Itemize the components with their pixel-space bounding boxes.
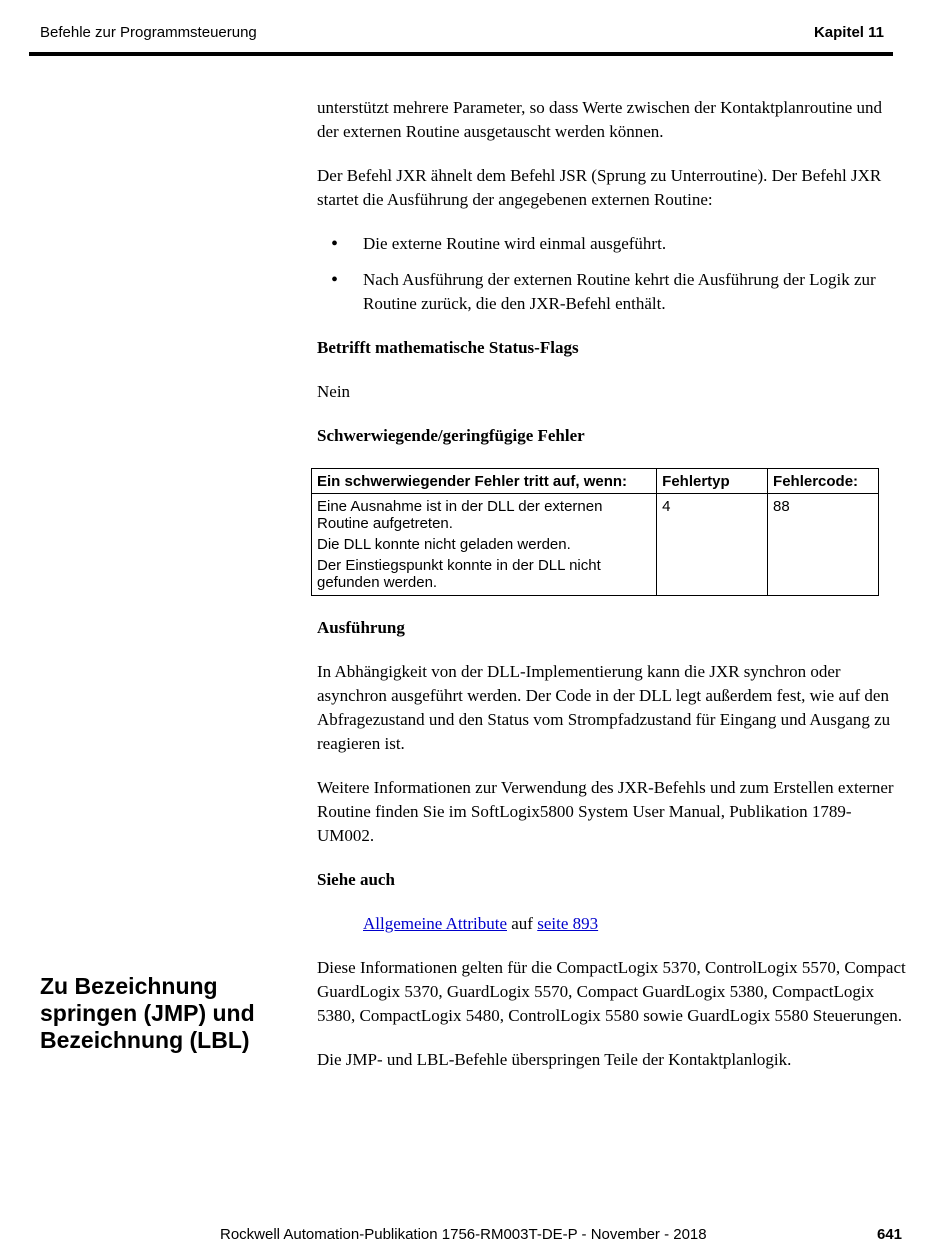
fault-conditions-cell — [312, 494, 657, 596]
list-item: • Die externe Routine wird einmal ausgeführt. — [317, 232, 907, 256]
fault-condition: Eine Ausnahme ist in der DLL der externen Routine aufgetreten. — [317, 498, 603, 532]
paragraph-more-info: Weitere Informationen zur Verwendung des JXR-Befehls und zum Erstellen externer Routine finden Sie im SoftLogix5800 System User Manual, Publikation 1789-UM002. — [317, 778, 894, 845]
link-page-893[interactable]: seite 893 — [537, 914, 599, 933]
see-also-connector: auf — [507, 914, 538, 933]
bullet-list — [317, 232, 907, 316]
column-header-fault-code: Fehlercode: — [768, 469, 879, 494]
table-row — [312, 494, 879, 596]
list-item: • Nach Ausführung der externen Routine kehrt die Ausführung der Logik zur Routine zurück, die den JXR-Befehl enthält. — [317, 268, 907, 316]
heading-execution: Ausführung — [317, 618, 405, 637]
fault-code-cell: 88 — [768, 494, 879, 596]
heading-status-flags: Betrifft mathematische Status-Flags — [317, 338, 579, 357]
fault-type-cell: 4 — [657, 494, 768, 596]
heading-faults: Schwerwiegende/geringfügige Fehler — [317, 426, 585, 445]
fault-condition: Die DLL konnte nicht geladen werden. — [317, 536, 571, 553]
heading-see-also: Siehe auch — [317, 870, 395, 889]
fault-condition: Der Einstiegspunkt konnte in der DLL nicht gefunden werden. — [317, 557, 601, 591]
main-content — [317, 96, 907, 1092]
page-number: 641 — [876, 1226, 902, 1243]
column-header-fault-type: Fehlertyp — [657, 469, 768, 494]
chapter-label: Kapitel 11 — [813, 24, 884, 41]
status-flags-value: Nein — [317, 382, 351, 401]
header-rule — [29, 52, 893, 56]
paragraph-parameters: unterstützt mehrere Parameter, so dass Werte zwischen der Kontaktplanroutine und der externen Routine ausgetauscht werden können. — [317, 98, 883, 141]
see-also-line — [317, 912, 907, 936]
column-header-condition: Ein schwerwiegender Fehler tritt auf, wenn: — [312, 469, 657, 494]
paragraph-jmp-lbl-intro: Die JMP- und LBL-Befehle überspringen Teile der Kontaktplanlogik. — [317, 1050, 792, 1069]
link-general-attributes[interactable]: Allgemeine Attribute — [363, 914, 507, 933]
running-header-title: Befehle zur Programmsteuerung — [40, 24, 257, 41]
paragraph-applies-to: Diese Informationen gelten für die CompactLogix 5370, ControlLogix 5570, Compact GuardLogix 5370, GuardLogix 5570, Compact GuardLogix 5380, CompactLogix 5380, CompactLogix 5480, ControlLogix 5580 sowie GuardLogix 5580 Steuerungen. — [317, 958, 906, 1025]
section-heading-jmp-lbl: Zu Bezeichnung springen (JMP) und Bezeichnung (LBL) — [40, 973, 255, 1053]
paragraph-execution: In Abhängigkeit von der DLL-Implementierung kann die JXR synchron oder asynchron ausgeführt werden. Der Code in der DLL legt außerdem fest, wie auf den Abfragezustand und den Status vom Strompfadzustand für Eingang und Ausgang zu reagieren ist. — [317, 662, 891, 753]
paragraph-jxr-intro: Der Befehl JXR ähnelt dem Befehl JSR (Sprung zu Unterroutine). Der Befehl JXR startet die Ausführung der angegebenen externen Routine: — [317, 166, 882, 209]
footer-publication: Rockwell Automation-Publikation 1756-RM003T-DE-P - November - 2018 — [220, 1226, 707, 1243]
table-header-row — [312, 469, 879, 494]
fault-table — [311, 468, 879, 596]
